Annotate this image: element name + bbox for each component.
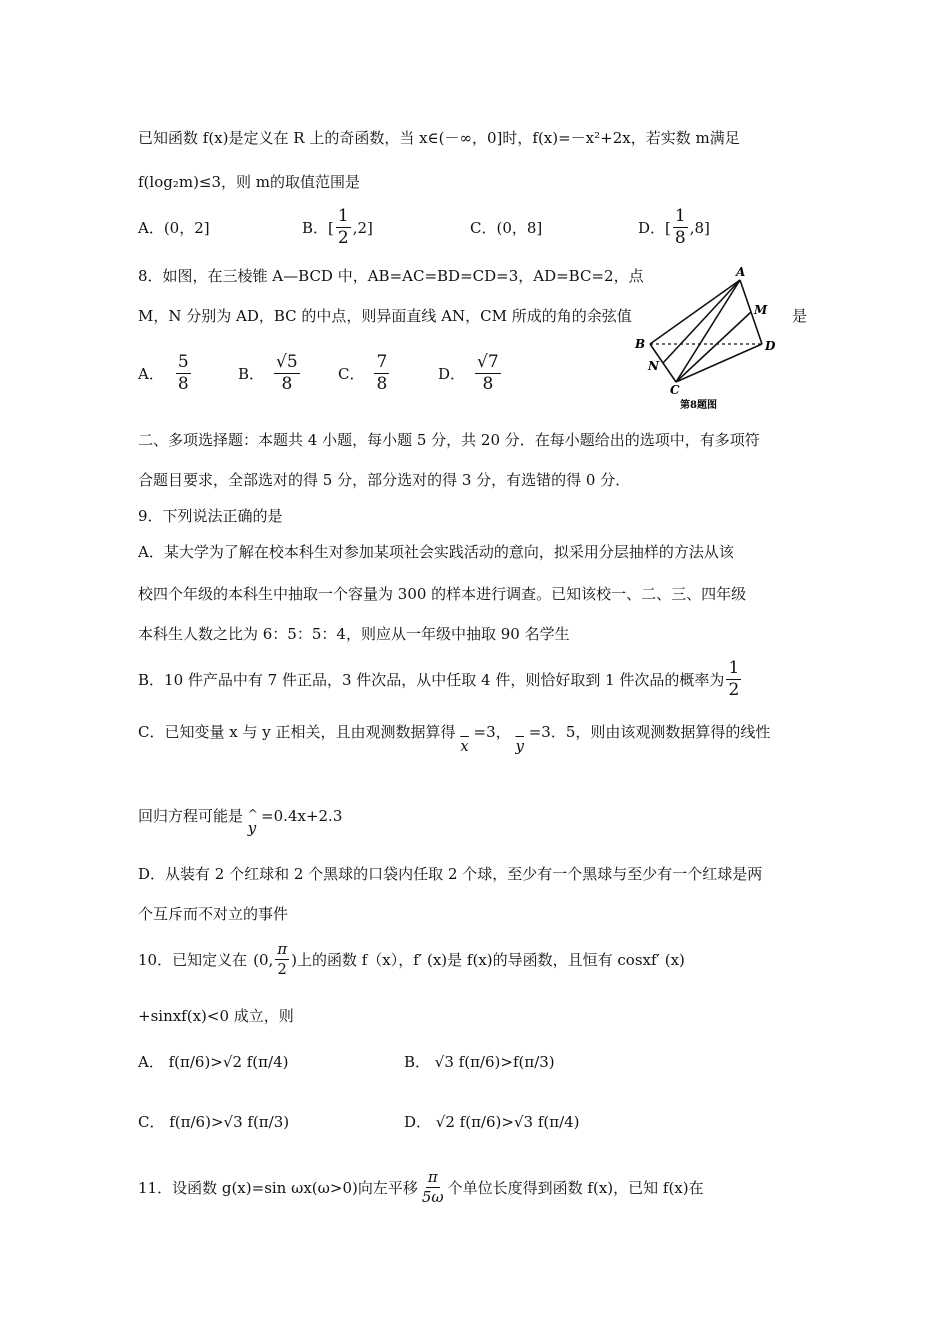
q9-option-c-line1: C．已知变量 x 与 y 正相关，且由观测数据算得 $\overline{x} =3$， $\overline{y} =3$．5，则由该观测数据算得的线性 xyxy=(138,723,771,755)
q9-option-a-line1: A．某大学为了解在校本科生对参加某项社会实践活动的意向，拟采用分层抽样的方法从该 xyxy=(138,543,734,561)
label-c: C xyxy=(670,383,680,397)
label-a: A xyxy=(736,265,746,279)
q7-option-d xyxy=(638,208,710,247)
q10-option-d: D． √2 f(π/6)>√3 f(π/4) xyxy=(404,1113,580,1131)
label-n: N xyxy=(648,359,659,373)
q8-tetrahedron-figure xyxy=(628,262,788,412)
q7-option-c: C．(0，8] xyxy=(470,219,543,237)
q9-option-d-line2: 个互斥而不对立的事件 xyxy=(138,905,289,923)
q7-option-d-suffix: ,8] xyxy=(689,218,710,237)
q8-stem-tail: 是 xyxy=(792,307,808,325)
q11-shift-fraction: $\frac{\pi}{5\omega}$ xyxy=(421,1168,444,1206)
q7-option-d-prefix: D．[ xyxy=(638,218,671,237)
q11-stem-line1: 11．设函数 g(x)=sin ωx(ω>0)向左平移 $\frac{\pi}{5\omega}$ 个单位长度得到函数 f(x)，已知 f(x)在 xyxy=(138,1168,704,1206)
label-m: M xyxy=(754,303,768,317)
q10-option-a: A． f(π/6)>√2 f(π/4) xyxy=(138,1053,289,1071)
q8-option-a-fraction: $\frac{5}{8}$ xyxy=(177,352,189,394)
q9-option-a-line3: 本科生人数之比为 6：5：5：4，则应从一年级中抽取 90 名学生 xyxy=(138,625,570,643)
label-d: D xyxy=(765,339,776,353)
q9-title: 9．下列说法正确的是 xyxy=(138,507,283,525)
q7-option-b xyxy=(302,208,373,247)
q8-stem-line1: 8．如图，在三棱锥 A—BCD 中，AB=AC=BD=CD=3，AD=BC=2，点 xyxy=(138,267,644,285)
q7-option-b-prefix: B．[ xyxy=(302,218,334,237)
section2-line2: 合题目要求，全部选对的得 5 分，部分选对的得 3 分，有选错的得 0 分． xyxy=(138,471,631,489)
q10-option-c: C． f(π/6)>√3 f(π/3) xyxy=(138,1113,290,1131)
q10-interval-fraction: $\frac{\pi}{2}$ xyxy=(277,940,288,978)
figure-caption: 第8题图 xyxy=(680,400,717,411)
edge-cd xyxy=(676,344,762,382)
q8-option-d-fraction: $\frac{√7}{8}$ xyxy=(477,352,499,394)
y-bar: $\overline{y}$ xyxy=(515,737,524,755)
q8-option-c-fraction: $\frac{7}{8}$ xyxy=(376,352,388,394)
q8-option-b-fraction: $\frac{√5}{8}$ xyxy=(276,352,298,394)
q10-stem-line2: +sinxf(x)<0 成立，则 xyxy=(138,1007,294,1025)
q8-option-c: C． $\frac{7}{8}$ xyxy=(338,352,388,394)
q9-option-c-line2: 回归方程可能是 ^ y =0.4x+2.3 xyxy=(138,807,343,837)
q7-option-b-suffix: ,2] xyxy=(352,218,373,237)
q10-stem-line1: 10．已知定义在 (0, $\frac{\pi}{2}$ )上的函数 f（x），f′ (x)是 f(x)的导函数，且恒有 cosxf′ (x) xyxy=(138,940,685,978)
q9-option-d-line1: D．从装有 2 个红球和 2 个黑球的口袋内任取 2 个球，至少有一个黑球与至少有一个红球是两 xyxy=(138,865,763,883)
q7-stem-line1: 已知函数 f(x)是定义在 R 上的奇函数，当 x∈(－∞，0]时，f(x)=－x²+2x，若实数 m满足 xyxy=(138,129,740,147)
q8-option-d: D． $\frac{√7}{8}$ xyxy=(438,352,499,394)
q7-option-d-fraction: $\frac{1}{8}$ xyxy=(674,206,686,248)
q9-option-b-fraction: $\frac{1}{2}$ xyxy=(728,658,740,700)
y-hat: ^ y xyxy=(247,807,258,837)
q9-option-b: B．10 件产品中有 7 件正品，3 件次品，从中任取 4 件，则恰好取到 1 件次品的概率为 $\frac{1}{2}$ xyxy=(138,658,740,700)
q8-stem-line2: M，N 分别为 AD，BC 的中点，则异面直线 AN，CM 所成的角的余弦值 xyxy=(138,307,632,325)
section2-line1: 二、多项选择题：本题共 4 小题，每小题 5 分，共 20 分．在每小题给出的选项中，有多项符 xyxy=(138,431,760,449)
label-b: B xyxy=(635,337,646,351)
q7-stem-line2: f(log₂m)≤3，则 m的取值范围是 xyxy=(138,173,361,191)
q9-option-a-line2: 校四个年级的本科生中抽取一个容量为 300 的样本进行调查。已知该校一、二、三、四年级 xyxy=(138,585,747,603)
q7-option-a: A．(0，2] xyxy=(138,219,210,237)
edge-an xyxy=(663,280,740,363)
q8-option-a: A． $\frac{5}{8}$ xyxy=(138,352,189,394)
q7-option-b-fraction: $\frac{1}{2}$ xyxy=(337,206,349,248)
q8-option-b: B． $\frac{√5}{8}$ xyxy=(238,352,298,394)
q10-option-b: B． √3 f(π/6)>f(π/3) xyxy=(404,1053,555,1071)
x-bar: $\overline{x}$ xyxy=(460,737,469,755)
